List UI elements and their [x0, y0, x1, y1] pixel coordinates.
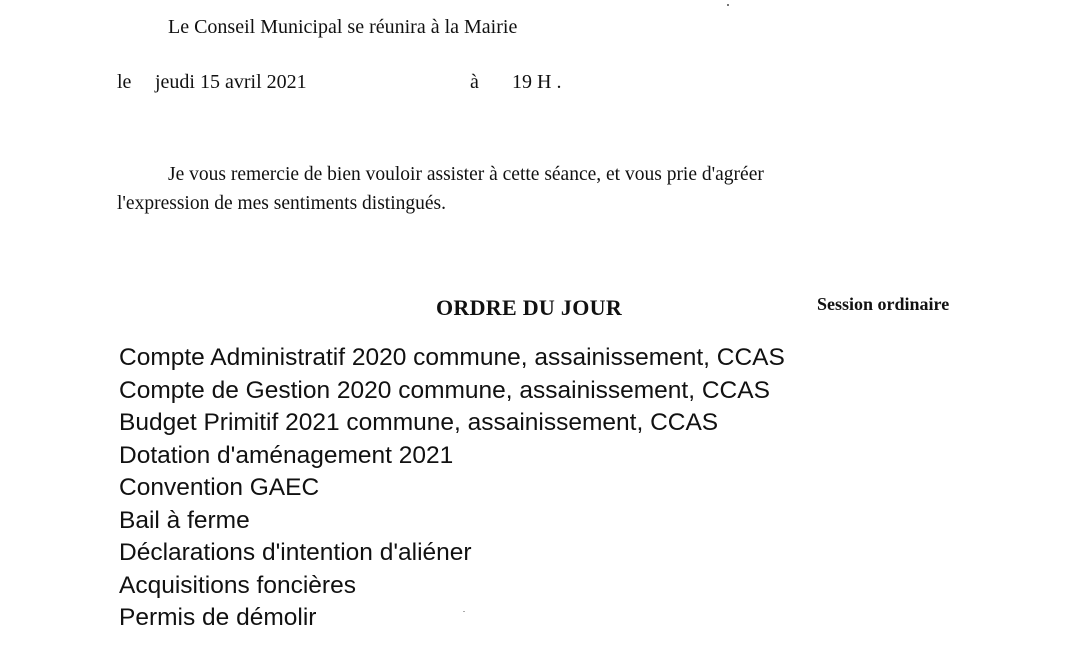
agenda-item: Dotation d'aménagement 2021 [119, 441, 454, 469]
session-type: Session ordinaire [817, 294, 950, 314]
agenda-item: Compte de Gestion 2020 commune, assainissement, CCAS [119, 376, 770, 404]
scan-speck [727, 4, 729, 6]
agenda-item: Compte Administratif 2020 commune, assainissement, CCAS [119, 344, 785, 371]
agenda-item: Acquisitions foncières [119, 571, 356, 599]
closing-line-1: Je vous remercie de bien vouloir assister à cette séance, et vous prie d'agréer [168, 164, 764, 185]
agenda-item: Budget Primitif 2021 commune, assainissement, CCAS [119, 409, 719, 436]
closing-paragraph [117, 160, 897, 218]
agenda-list [119, 342, 785, 635]
closing-line-2: l'expression de mes sentiments distingués. [117, 193, 447, 214]
agenda-item: Bail à ferme [119, 506, 250, 534]
time-prefix: à [470, 71, 479, 93]
date-prefix: le [117, 71, 132, 93]
agenda-item: Permis de démolir [119, 604, 317, 631]
convocation-intro: Le Conseil Municipal se réunira à la Mairie [168, 16, 518, 38]
agenda-item: Convention GAEC [119, 474, 320, 501]
meeting-time: 19 H . [512, 71, 562, 93]
agenda-item: Déclarations d'intention d'aliéner [119, 539, 472, 566]
agenda-title: ORDRE DU JOUR [436, 295, 623, 320]
meeting-date: jeudi 15 avril 2021 [155, 71, 307, 93]
